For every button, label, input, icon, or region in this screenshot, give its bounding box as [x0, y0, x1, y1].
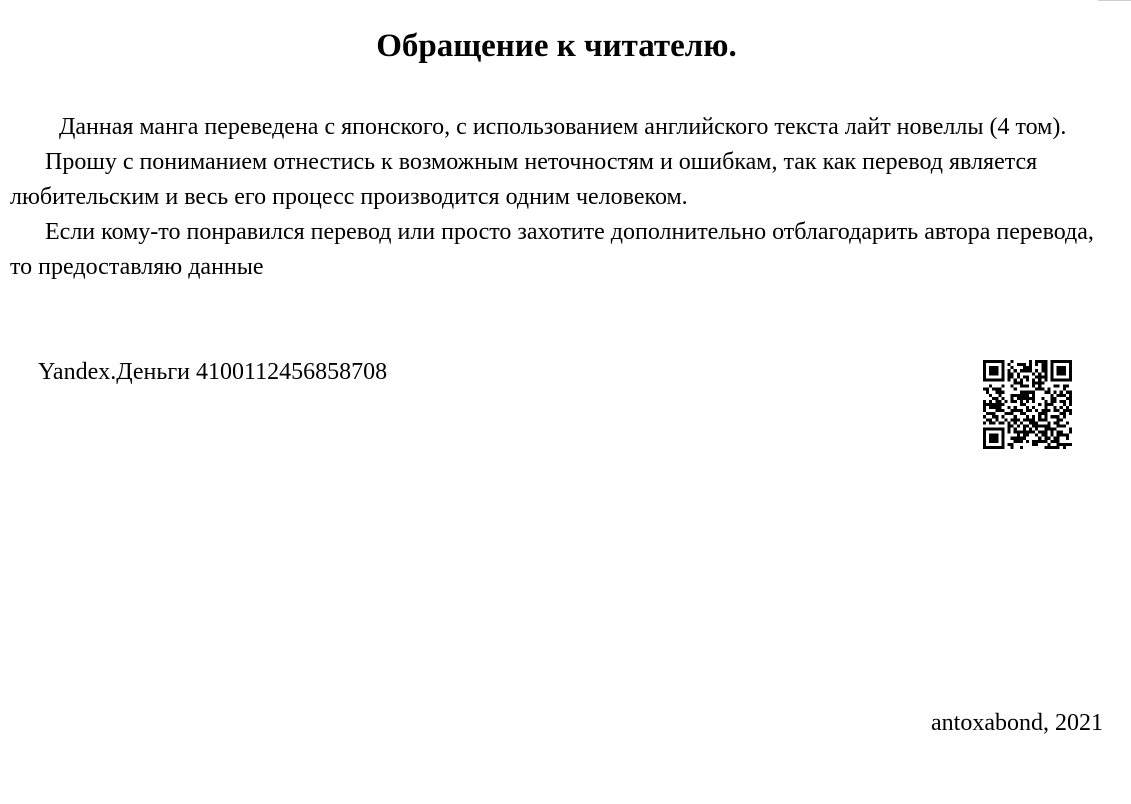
qr-code-icon [983, 360, 1072, 449]
payment-account: 4100112456858708 [196, 359, 388, 385]
paragraph-apology: Прошу с пониманием отнестись к возможным неточностям и ошибкам, так как перевод является любительским и весь его процесс производится одним человеком. [10, 149, 1038, 210]
page-title: Обращение к читателю. [376, 28, 737, 64]
paragraph-translation-source: Данная манга переведена с японского, с использованием английского текста лайт новеллы (4 том). [59, 114, 1067, 140]
payment-details [38, 355, 387, 390]
payment-service: Yandex.Деньги [38, 359, 191, 385]
signature: antoxabond, 2021 [931, 710, 1103, 736]
message-body [10, 110, 1110, 285]
paragraph-donation: Если кому-то понравился перевод или просто захотите дополнительно отблагодарить автора перевода, то предоставляю данные [10, 219, 1094, 280]
page-edge-line [1098, 0, 1131, 1]
